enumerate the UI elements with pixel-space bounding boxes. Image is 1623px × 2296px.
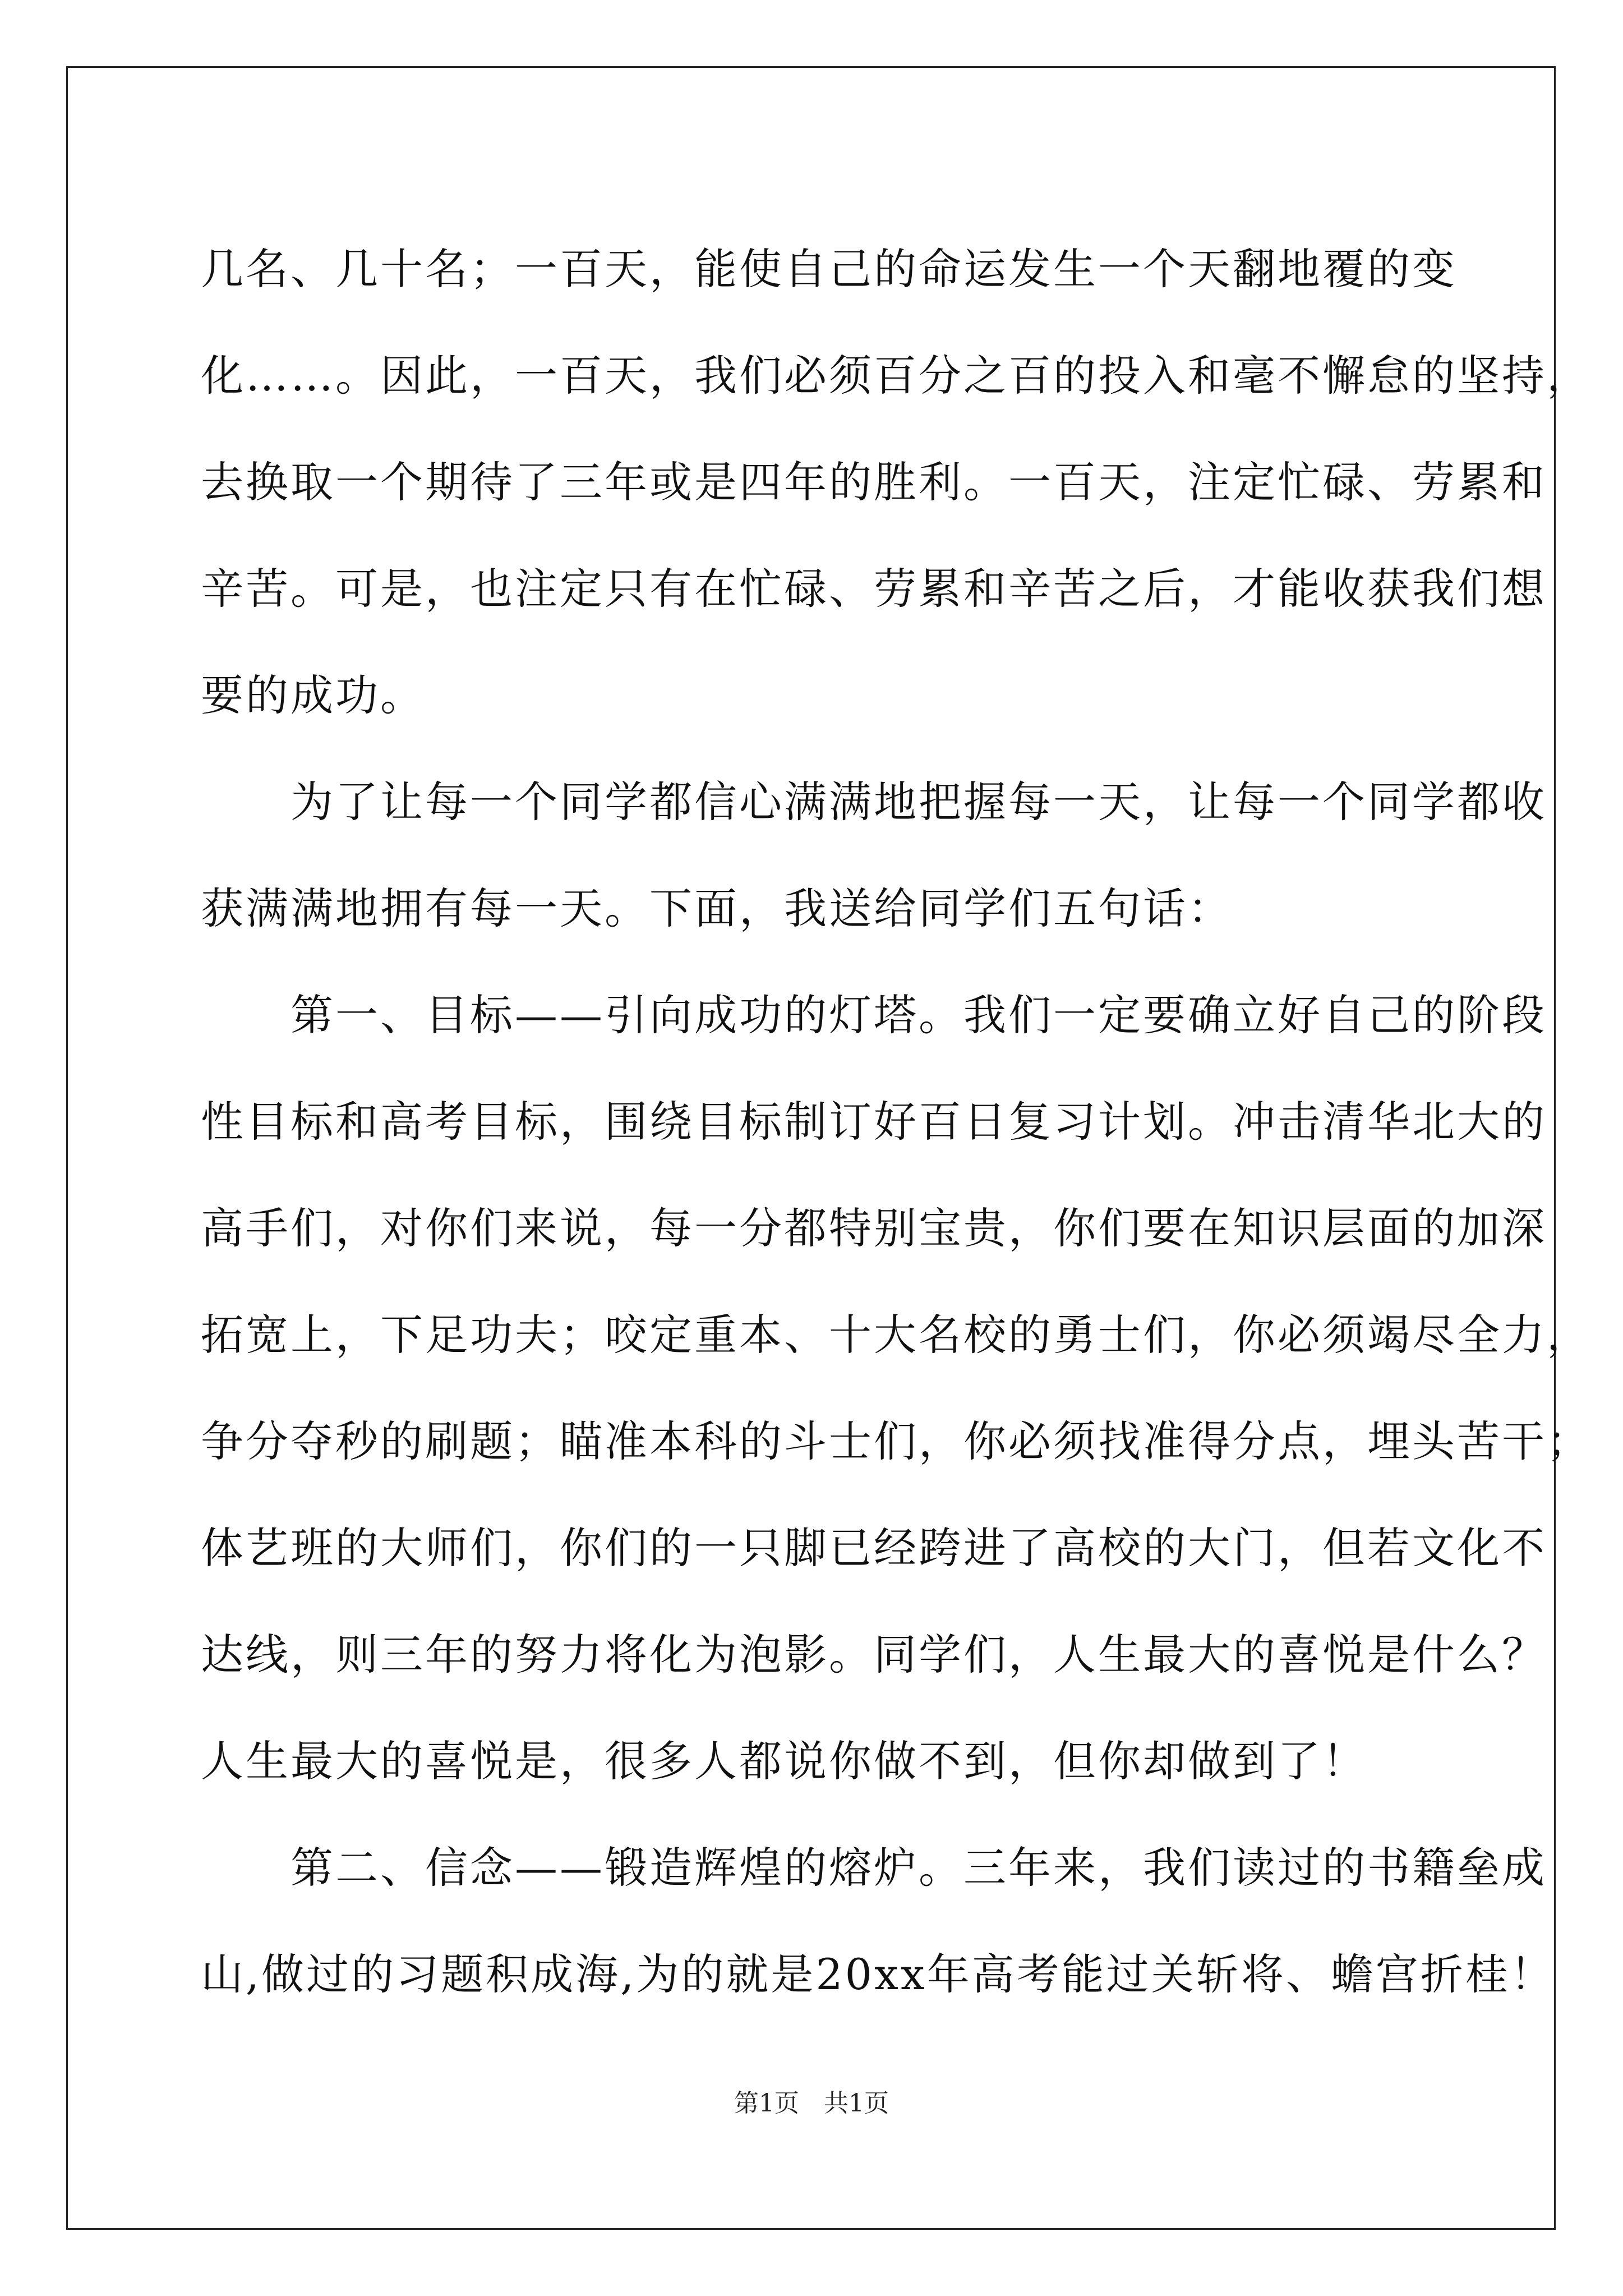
text-line: 拓宽上，下足功夫；咬定重本、十大名校的勇士们，你必须竭尽全力， — [201, 1310, 1592, 1360]
page-footer: 第1页 共1页 — [734, 2089, 889, 2118]
text-line: 辛苦。可是，也注定只有在忙碌、劳累和辛苦之后，才能收获我们想 — [201, 564, 1547, 614]
text-line: 第一、目标——引向成功的灯塔。我们一定要确立好自己的阶段 — [201, 990, 1547, 1040]
document-body — [201, 216, 1592, 2028]
text-line: 达线，则三年的努力将化为泡影。同学们，人生最大的喜悦是什么？ — [201, 1630, 1547, 1680]
text-line: 人生最大的喜悦是，很多人都说你做不到，但你却做到了！ — [201, 1736, 1367, 1786]
text-line: 山,做过的习题积成海,为的就是20xx年高考能过关斩将、蟾宫折桂！ — [201, 1949, 1555, 1999]
text-line: 性目标和高考目标，围绕目标制订好百日复习计划。冲击清华北大的 — [201, 1097, 1547, 1147]
text-line: 第二、信念——锻造辉煌的熔炉。三年来，我们读过的书籍垒成 — [201, 1843, 1547, 1893]
text-line: 体艺班的大师们，你们的一只脚已经跨进了高校的大门，但若文化不 — [201, 1523, 1547, 1573]
text-line: 为了让每一个同学都信心满满地把握每一天，让每一个同学都收 — [201, 777, 1547, 827]
text-line: 获满满地拥有每一天。下面，我送给同学们五句话： — [201, 884, 1233, 933]
text-line: 几名、几十名；一百天，能使自己的命运发生一个天翻地覆的变 — [201, 244, 1457, 294]
text-line: 高手们，对你们来说，每一分都特别宝贵，你们要在知识层面的加深 — [201, 1203, 1547, 1253]
text-line: 化……。因此，一百天，我们必须百分之百的投入和毫不懈怠的坚持， — [201, 351, 1592, 401]
text-line: 要的成功。 — [201, 670, 425, 720]
text-line: 去换取一个期待了三年或是四年的胜利。一百天，注定忙碌、劳累和 — [201, 457, 1547, 507]
text-line: 争分夺秒的刷题；瞄准本科的斗士们，你必须找准得分点，埋头苦干； — [201, 1416, 1592, 1466]
